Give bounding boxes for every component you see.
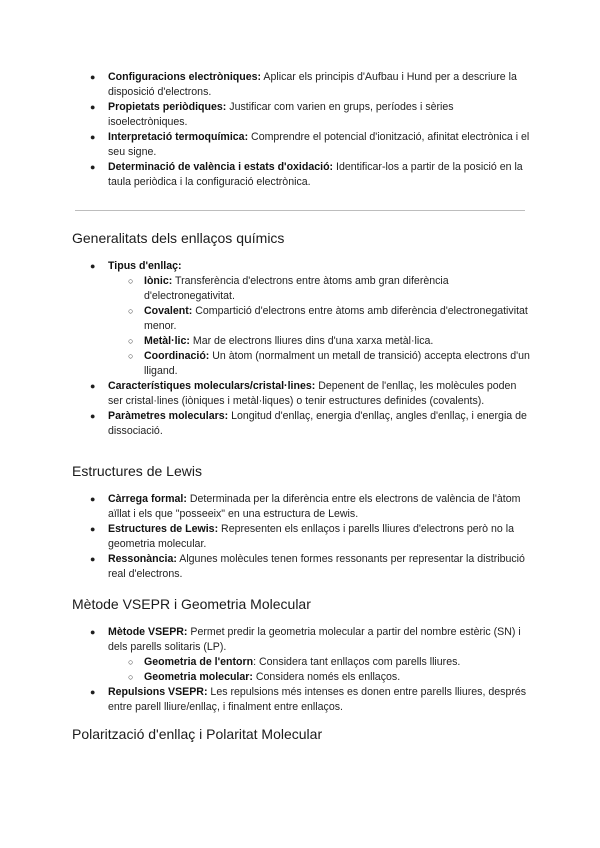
horizontal-divider [75, 210, 525, 211]
sub-bullet-icon: ○ [128, 336, 134, 346]
section-heading: Mètode VSEPR i Geometria Molecular [72, 596, 311, 612]
section-heading: Generalitats dels enllaços químics [72, 230, 285, 246]
list-item: ● Ressonància: Algunes molècules tenen formes ressonants per representar la distribució real d'electrons. [90, 553, 525, 580]
list-item: ● Repulsions VSEPR: Les repulsions més intenses es donen entre parells lliures, després entre parell lliure/enllaç, i finalment entre enllaços. [90, 686, 527, 713]
list-item: ● Paràmetres moleculars: Longitud d'enllaç, energia d'enllaç, angles d'enllaç, i energia de dissociació. [90, 410, 527, 437]
list-item: ● Propietats periòdiques: Justificar com varien en grups, períodes i sèries isoelectròniques. [90, 101, 454, 128]
list-item: ● Càrrega formal: Determinada per la diferència entre els electrons de valència de l'àtom aïllat i els que "posseeix" en una estructura de Lewis. [90, 493, 521, 520]
section-heading: Estructures de Lewis [72, 463, 202, 479]
sub-list-item: ○ Iònic: Transferència d'electrons entre àtoms amb gran diferència d'electronegativitat. [128, 275, 449, 302]
bullet-icon: ● [90, 102, 96, 112]
section3-list [0, 625, 600, 715]
section-heading: Polarització d'enllaç i Polaritat Molecular [72, 726, 323, 742]
bullet-icon: ● [90, 162, 96, 172]
list-item: ● Tipus d'enllaç: [90, 260, 182, 272]
sub-bullet-icon: ○ [128, 351, 134, 361]
bullet-icon: ● [90, 411, 96, 421]
list-item: ● Mètode VSEPR: Permet predir la geometria molecular a partir del nombre estèric (SN) i dels parells solitaris (LP). [90, 626, 521, 653]
list-item: ● Interpretació termoquímica: Comprendre el potencial d'ionització, afinitat electrònica i el seu signe. [90, 131, 530, 158]
sub-bullet-icon: ○ [128, 276, 134, 286]
sub-list-item: ○ Geometria de l'entorn: Considera tant enllaços com parells lliures. [128, 656, 461, 668]
intro-list [0, 70, 600, 190]
bullet-icon: ● [90, 494, 96, 504]
sub-list-item: ○ Geometria molecular: Considera només els enllaços. [128, 671, 401, 683]
sub-bullet-icon: ○ [128, 672, 134, 682]
bullet-icon: ● [90, 132, 96, 142]
sub-bullet-icon: ○ [128, 306, 134, 316]
bullet-icon: ● [90, 554, 96, 564]
section2-list [0, 492, 600, 582]
list-item: ● Configuracions electròniques: Aplicar els principis d'Aufbau i Hund per a descriure la disposició d'electrons. [90, 71, 517, 98]
section1-list [0, 259, 600, 439]
sub-list-item: ○ Coordinació: Un àtom (normalment un metall de transició) accepta electrons d'un lligand. [128, 350, 530, 377]
sub-bullet-icon: ○ [128, 657, 134, 667]
sub-list-item: ○ Metàl·lic: Mar de electrons lliures dins d'una xarxa metàl·lica. [128, 335, 434, 347]
bullet-icon: ● [90, 524, 96, 534]
sub-list-item: ○ Covalent: Compartició d'electrons entre àtoms amb diferència d'electronegativitat menor. [128, 305, 528, 332]
bullet-icon: ● [90, 627, 96, 637]
list-item: ● Característiques moleculars/cristal·lines: Depenent de l'enllaç, les molècules poden ser cristal·lines (iòniques i metàl·liques) o tenir estructures definides (covalents). [90, 380, 517, 407]
list-item: ● Estructures de Lewis: Representen els enllaços i parells lliures d'electrons però no la geometria molecular. [90, 523, 514, 550]
bullet-icon: ● [90, 72, 96, 82]
bullet-icon: ● [90, 261, 96, 271]
bullet-icon: ● [90, 381, 96, 391]
bullet-icon: ● [90, 687, 96, 697]
list-item: ● Determinació de valència i estats d'oxidació: Identificar-los a partir de la posició en la taula periòdica i la configuració electrònica. [90, 161, 523, 188]
